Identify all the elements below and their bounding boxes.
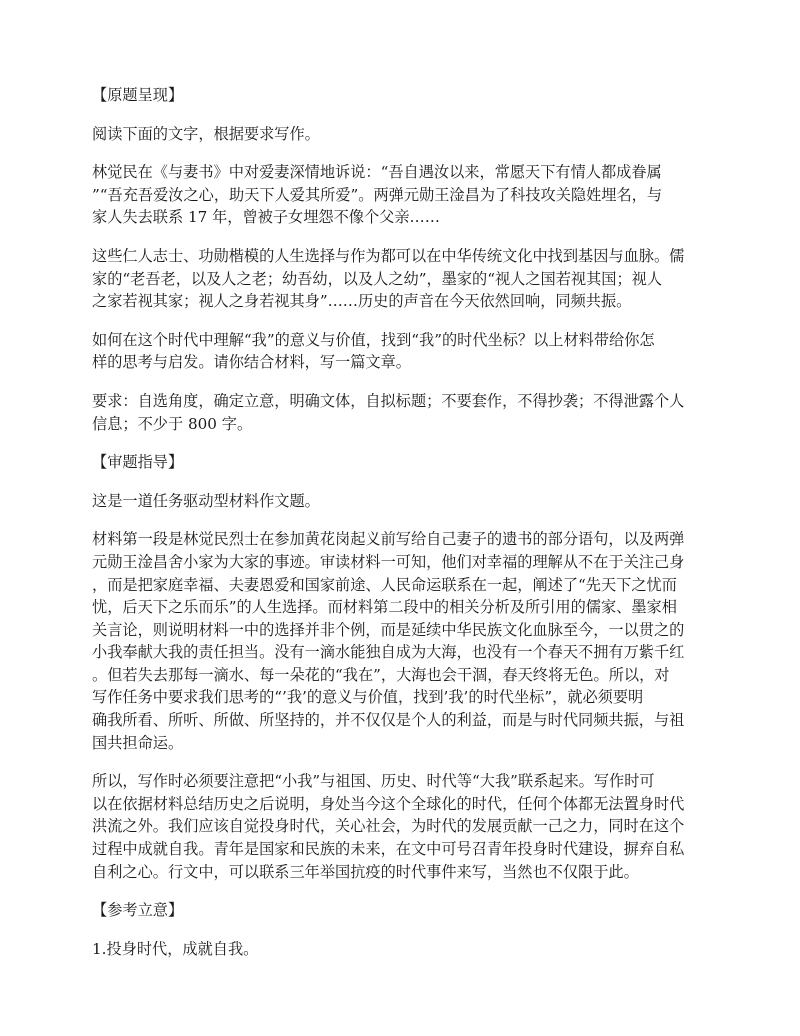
text-line: ”“吾充吾爱汝之心，助天下人爱其所爱”。两弹元勋王淦昌为了科技攻关隐姓埋名，与 [92, 185, 663, 204]
text-line: 如何在这个时代中理解“我”的意义与价值，找到“我”的时代坐标？以上材料带给你怎 [92, 330, 655, 349]
guidance-intro-paragraph: 这是一道任务驱动型材料作文题。 [92, 491, 320, 510]
text-line: 元勋王淦昌舍小家为大家的事迹。审读材料一可知，他们对幸福的理解从不在于关注己身 [92, 552, 685, 571]
text-line: 要求：自选角度，确定立意，明确文体，自拟标题；不要套作，不得抄袭；不得泄露个人 [92, 391, 685, 410]
instruction-paragraph: 阅读下面的文字，根据要求写作。 [92, 124, 320, 143]
text-line: 写作任务中要求我们思考的“’我’的意义与价值，找到’我’的时代坐标”，就必须要明 [92, 688, 644, 707]
text-line: 自利之心。行文中，可以联系三年举国抗疫的时代事件来写，当然也不仅限于此。 [92, 862, 639, 881]
task-paragraph [92, 329, 714, 374]
text-line: 家人失去联系 17 年，曾被子女埋怨不像个父亲…… [92, 208, 440, 227]
text-line: 之家若视其家；视人之身若视其身”……历史的声音在今天依然回响，同频共振。 [92, 292, 632, 311]
text-line: 以在依据材料总结历史之后说明，身处当今这个全球化的时代，任何个体都无法置身时代 [92, 794, 685, 813]
section-heading-reference-ideas: 【参考立意】 [92, 901, 184, 920]
text-line: 样的思考与启发。请你结合材料，写一篇文章。 [92, 353, 411, 372]
text-line: 过程中成就自我。青年是国家和民族的未来，在文中可号召青年投身时代建设，摒弃自私 [92, 840, 685, 859]
text-line: 国共担命运。 [92, 733, 184, 752]
section-heading-guidance: 【审题指导】 [92, 453, 184, 472]
text-line: 这些仁人志士、功勋楷模的人生选择与作为都可以在中华传统文化中找到基因与血脉。儒 [92, 246, 685, 265]
text-line: 关言论，则说明材料一中的选择并非个例，而是延续中华民族文化血脉至今，一以贯之的 [92, 620, 685, 639]
guidance-writing-paragraph [92, 770, 714, 883]
text-line: ，而是把家庭幸福、夫妻恩爱和国家前途、人民命运联系在一起，阐述了“先天下之忧而 [92, 575, 677, 594]
requirements-paragraph [92, 390, 714, 435]
material-paragraph-2 [92, 245, 714, 313]
text-line: 材料第一段是林觉民烈士在参加黄花岗起义前写给自己妻子的遗书的部分语句，以及两弹 [92, 530, 685, 549]
text-line: 信息；不少于 800 字。 [92, 414, 253, 433]
text-line: 确我所看、所听、所做、所坚持的，并不仅仅是个人的利益，而是与时代同频共振，与祖 [92, 711, 685, 730]
section-heading-original-question: 【原题呈现】 [92, 86, 184, 104]
text-line: 家的“老吾老，以及人之老；幼吾幼，以及人之幼”，墨家的“视人之国若视其国；视人 [92, 269, 663, 288]
text-line: 所以，写作时必须要注意把“小我”与祖国、历史、时代等“大我”联系起来。写作时可 [92, 772, 655, 791]
guidance-analysis-paragraph [92, 528, 714, 754]
text-line: 。但若失去那每一滴水、每一朵花的“我在”，大海也会干涸，春天终将无色。所以，对 [92, 665, 670, 684]
text-line: 小我奉献大我的责任担当。没有一滴水能独自成为大海，也没有一个春天不拥有万紫千红 [92, 643, 685, 662]
text-line: 洪流之外。我们应该自觉投身时代，关心社会，为时代的发展贡献一己之力，同时在这个 [92, 817, 685, 836]
document-page [92, 84, 714, 976]
text-line: 忧，后天下之乐而乐”的人生选择。而材料第二段中的相关分析及所引用的儒家、墨家相 [92, 598, 677, 617]
text-line: 林觉民在《与妻书》中对爱妻深情地诉说：“吾自遇汝以来，常愿天下有情人都成眷属 [92, 163, 662, 182]
material-paragraph-1 [92, 161, 714, 229]
reference-idea-1: 1.投身时代，成就自我。 [92, 939, 259, 958]
